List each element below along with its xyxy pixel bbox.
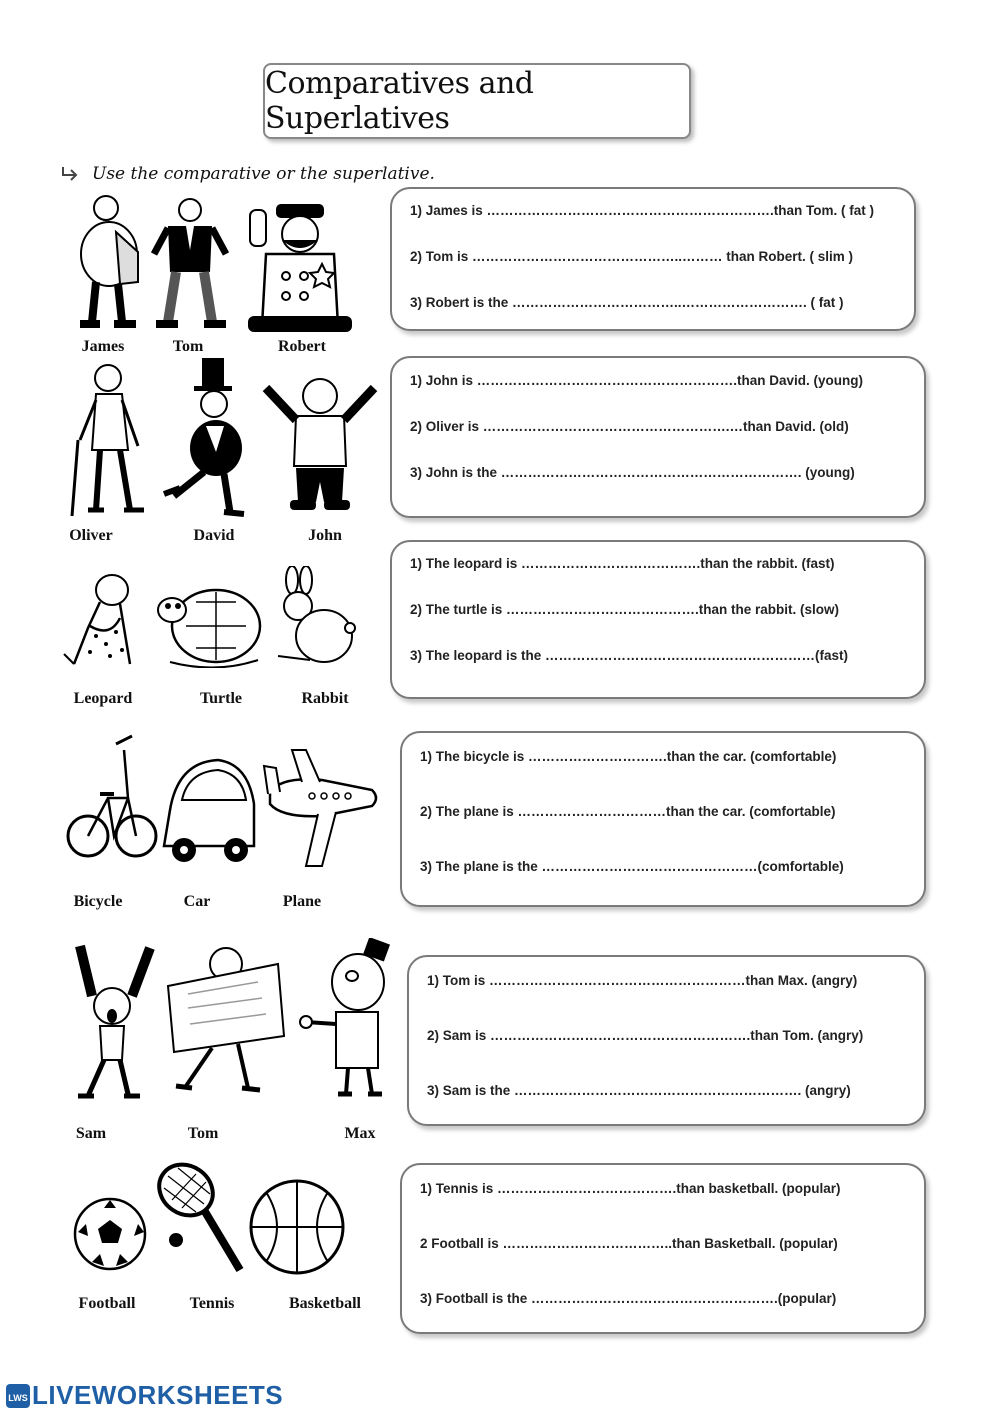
logo-letters: LWS (8, 1392, 28, 1403)
label-tom-angry: Tom (187, 1125, 219, 1142)
robert-image (246, 200, 354, 334)
footer-brand[interactable] (6, 1380, 283, 1411)
oliver-image (68, 360, 154, 520)
sentence-input[interactable]: 2) The turtle is …………………………………….than the rabbit. (slow) (410, 602, 840, 617)
sentence-input[interactable]: 1) Tennis is ………………………………….than basketball. (popular) (420, 1181, 841, 1196)
label-james: James (81, 338, 125, 355)
sentence-input[interactable]: 2) Oliver is ……………………………………………….…than David. (old) (410, 419, 849, 434)
john-image (260, 372, 380, 514)
instruction (60, 163, 435, 185)
tom-angry-image (158, 936, 290, 1100)
sentence-input[interactable]: 3) The leopard is the ……………………………………………………(fast) (410, 648, 849, 663)
label-oliver: Oliver (69, 527, 113, 544)
max-image (296, 938, 392, 1100)
leopard-image (60, 568, 146, 672)
label-sam: Sam (75, 1125, 107, 1142)
football-image (72, 1196, 148, 1272)
bicycle-image (66, 728, 158, 874)
sentence-input[interactable]: 3) Sam is the ………………………………………………………. (angry) (427, 1083, 851, 1098)
label-robert: Robert (278, 338, 326, 355)
arrow-icon (60, 163, 82, 185)
label-turtle: Turtle (199, 690, 243, 707)
label-tom: Tom (172, 338, 204, 355)
exercise-box-4 (400, 731, 926, 907)
exercise-box-2 (390, 356, 926, 518)
exercise-box-5 (407, 955, 926, 1126)
tennis-image (148, 1158, 248, 1276)
label-bicycle: Bicycle (73, 893, 123, 910)
sentence-input[interactable]: 1) Tom is …………………………………………………than Max. (angry) (427, 973, 858, 988)
sentence-input[interactable]: 1) John is ………………………………………………….than David. (young) (410, 373, 864, 388)
sentence-input[interactable]: 2) Sam is ………………………………………………….than Tom. (angry) (427, 1028, 864, 1043)
liveworksheets-logo-icon (6, 1384, 30, 1408)
sentence-input[interactable]: 3) The plane is the …………………………………………(comfortable) (420, 859, 844, 874)
sam-image (66, 936, 162, 1104)
label-leopard: Leopard (73, 690, 133, 707)
label-david: David (193, 527, 235, 544)
label-john: John (308, 527, 342, 544)
sentence-input[interactable]: 3) Football is the ……………………………………………….(popular) (420, 1291, 837, 1306)
sentence-input[interactable]: 1) The leopard is ………………………………….than the rabbit. (fast) (410, 556, 835, 571)
label-max: Max (344, 1125, 376, 1142)
exercise-box-6 (400, 1163, 926, 1334)
label-football: Football (78, 1295, 136, 1312)
james-image (76, 192, 146, 334)
sentence-input[interactable]: 3) Robert is the ………………………………..………………………. ( fat ) (410, 295, 844, 310)
rabbit-image (270, 566, 356, 670)
exercise-box-1 (390, 187, 916, 331)
footer-brand-text: LIVEWORKSHEETS (32, 1380, 284, 1410)
car-image (158, 754, 258, 872)
exercise-box-3 (390, 540, 926, 699)
instruction-text: Use the comparative or the superlative. (92, 164, 435, 184)
turtle-image (156, 582, 266, 668)
sentence-input[interactable]: 2) Tom is ………………………………………..……… than Robert. ( slim ) (410, 249, 854, 264)
sentence-input[interactable]: 1) James is ……………………………………………………….than Tom. ( fat ) (410, 203, 875, 218)
label-car: Car (183, 893, 211, 910)
label-rabbit: Rabbit (301, 690, 349, 707)
label-basketball: Basketball (288, 1295, 361, 1312)
title-box (263, 63, 691, 139)
david-image (160, 356, 256, 520)
label-plane: Plane (282, 893, 322, 910)
page-title: Comparatives and Superlatives (265, 66, 534, 136)
sentence-input[interactable]: 3) John is the …………………………………………………………. (young) (410, 465, 855, 480)
tom-image (150, 194, 230, 334)
sentence-input[interactable]: 2) The plane is ……………………………than the car. (comfortable) (420, 804, 836, 819)
sentence-input[interactable]: 1) The bicycle is ………………………….than the car. (comfortable) (420, 749, 837, 764)
label-tennis: Tennis (189, 1295, 235, 1312)
basketball-image (248, 1178, 346, 1276)
sentence-input[interactable]: 2 Football is ………………………………..than Basketball. (popular) (420, 1236, 838, 1251)
plane-image (262, 746, 382, 870)
